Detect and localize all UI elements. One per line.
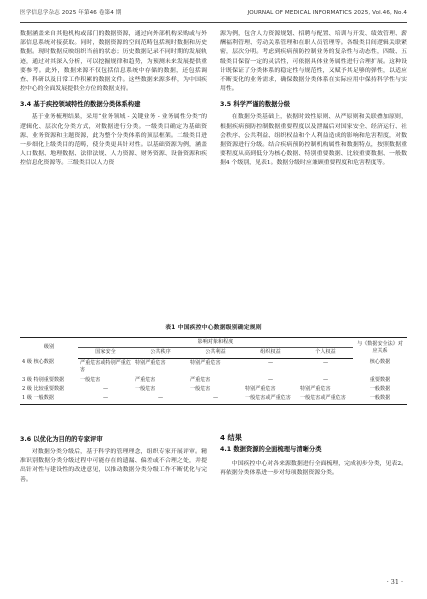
cell-personal: 特别严重危害 [300, 386, 331, 393]
right-paragraph-1: 源为例，包含人力资源规划、招聘与配置、培训与开发、绩效管理、薪酬福利管理、劳动关系管理和在职人员管理等。各级类目间逻辑关联紧密，层次分明。考虑到疾病预防控制业务的复杂性与动态性，四级、五级类目保留一定的灵活性，可依据具体业务属性进行合理扩展。这种设计既保证了分类体系的稳定性与规范性，又赋予其足够的弹性，以适应不断变化的业务需求，确保数据分类体系在实际应用中保持科学性与实用性。 [220, 31, 407, 93]
header-public-order: 公共秩序 [133, 348, 188, 358]
cell-level: 4 级 核心数据 [22, 359, 54, 366]
header-level: 级别 [20, 338, 78, 359]
table-row [20, 385, 407, 394]
cell-org: 特别严重危害 [245, 386, 276, 393]
cell-org: — [267, 376, 274, 383]
section-heading-3-4: 3.4 基于疾控领域特性的数据分类体系构建 [20, 101, 141, 109]
section-heading-3-5: 3.5 科学严谨的数据分级 [220, 101, 291, 109]
cell-order: 一般危害 [135, 386, 156, 393]
right-column [220, 30, 407, 169]
cell-level: 1 级 一般数据 [20, 394, 78, 404]
cell-level: 2 级 比较重要数据 [22, 386, 65, 393]
page-number: · 31 · [386, 578, 403, 586]
cell-order: 严重危害 [135, 376, 156, 383]
cell-personal: 一般危害或严重危害 [298, 394, 353, 404]
header-org-rights: 组织权益 [243, 348, 298, 358]
cell-personal: — [322, 359, 329, 366]
lower-left-paragraph: 对数据分类分级后，基于科学的管理理念，组织专家开展评审。精准识别数据分类分级过程中可能存在的遗漏、偏差或不合理之处，并提出针对性与建设性的改进意见，以推动数据分类分级工作不断优化与完善。 [20, 449, 207, 483]
lower-right-column [220, 432, 407, 478]
cell-relation: 核心数据 [369, 359, 391, 366]
cell-relation: 一般数据 [353, 394, 407, 404]
right-paragraph-2: 在数据分类基础上，依据时效性原则、从严原则和关联叠加原则，根据疾病预防控制数据重要程度以及泄漏后对国家安全、经济运行、社会秩序、公共利益、组织权益和个人利益造成的影响和危害程度，对数据资源进行分级。结合疾病预防控制机构属性和数据特点，按照数据重要程度从高到低分为核心数据、特别重要数据、比较重要数据、一般数据4 个级别，见表1。数据分级时应兼顾重要程度和危害程度等。 [220, 114, 407, 167]
lower-left-column [20, 435, 207, 485]
journal-name-en: JOURNAL OF MEDICAL INFORMATICS 2025, Vol.46, No.4 [247, 10, 407, 16]
cell-relation: 一般数据 [369, 386, 391, 393]
header-relation: 与《数据安全法》对应关系 [353, 338, 407, 359]
header-national-security: 国家安全 [78, 348, 133, 358]
cell-order: — [133, 394, 188, 404]
cell-national: — [78, 394, 133, 404]
cell-national: — [102, 386, 109, 393]
cell-national: 一般危害 [80, 376, 101, 383]
cell-public: 特别严重危害 [190, 359, 221, 366]
running-head [20, 8, 407, 23]
cell-org: — [267, 359, 274, 366]
cell-public: 严重危害 [190, 376, 211, 383]
table-row [20, 394, 407, 404]
data-level-table [20, 337, 407, 405]
cell-public: — [188, 394, 243, 404]
section-heading-3-6: 3.6 以优化为目的的专家评审 [20, 436, 103, 443]
table-row [20, 358, 407, 375]
section-heading-4: 4 结果 [220, 433, 242, 442]
table-row [20, 376, 407, 385]
table-title: 表1 中国疾控中心数据级别确定规则 [165, 325, 262, 331]
cell-public: 一般危害 [190, 386, 211, 393]
header-impact: 影响对象和程度 [78, 338, 353, 348]
cell-personal: — [322, 376, 329, 383]
header-public-interest: 公共利益 [188, 348, 243, 358]
section-heading-4-1: 4.1 数据资源的全面梳理与清晰分类 [220, 446, 322, 453]
journal-name-cn: 医学信息学杂志 2025 年第46 卷第4 期 [20, 10, 122, 16]
cell-relation: 重要数据 [369, 376, 391, 383]
header-personal-rights: 个人权益 [298, 348, 353, 358]
left-paragraph-2: 基于业务梳理结果，采用“业务领域 - 关键业务 - 业务属性分类”的逻辑化、层次化分类方式，对数据进行分类。一级类目确定为基础资源、业务资源和主题资源，此为整个分类体系的顶层框架。二级类目进一步细化上级类目的范畴，使分类更具针对性。以基础资源为例，涵盖人口数据、地理数据、法律法规、人力资源、财务资源、设备资源和疾控信息化资源等。三级类目以人力资 [20, 114, 207, 167]
lower-right-paragraph: 中国疾控中心对各来源数据进行全面梳理，完成初步分类，见表2。再依据分类体系进一步对每项数据资源分类。 [220, 461, 407, 477]
cell-national: 严重危害或特别严重危害 [80, 359, 131, 374]
classification-table-block [20, 323, 407, 405]
left-paragraph-1: 数据涵盖来自其他机构或部门的数据资源，通过向外部机构采购或与外部信息系统对接获取。同时，数据资源的空间范畴包括现时数据和历史数据。现时数据反映组织当前的状态；历史数据记录不同时期的发展轨迹，通过对其深入分析，可以挖掘规律和趋势，为预测未来发展提供重要参考。此外，数据来源不仅包括信息系统中存储的数据，还包括调查、科研以及日常工作积累的数据文件。这些数据来源多样，为中国疾控中心的全面发展提供全方位的数据支持。 [20, 31, 207, 93]
left-column [20, 30, 207, 169]
cell-level: 3 级 特别重要数据 [22, 376, 65, 383]
cell-org: 一般危害或严重危害 [243, 394, 298, 404]
cell-order: 特别严重危害 [135, 359, 166, 366]
